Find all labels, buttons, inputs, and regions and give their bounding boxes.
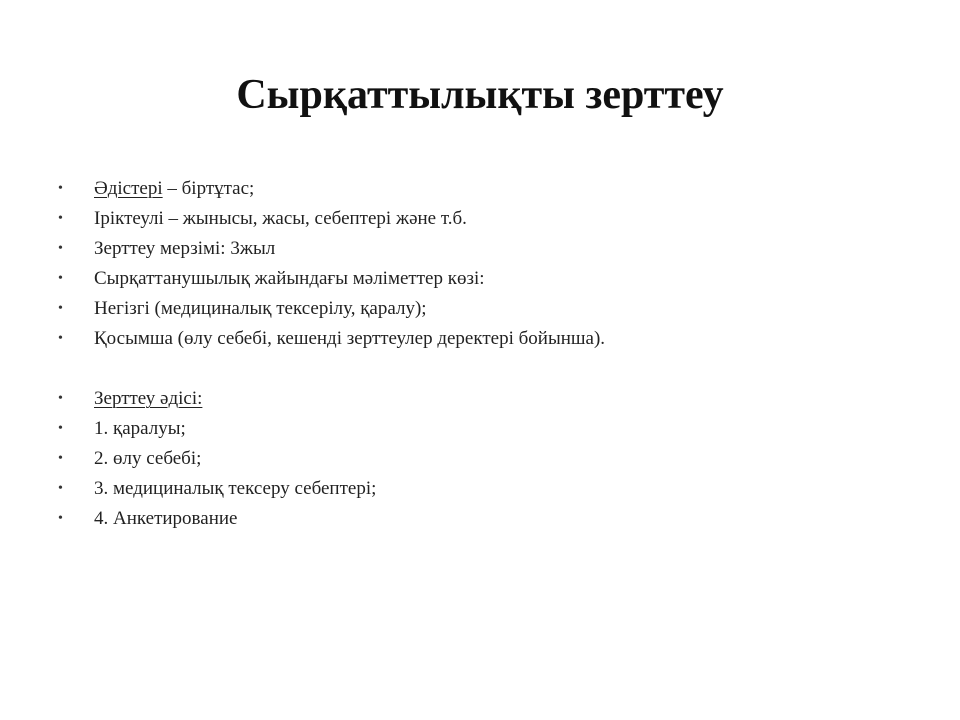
bullet-icon: • xyxy=(58,421,63,436)
slide-title: Сырқаттылықты зерттеу xyxy=(236,72,724,118)
bullet-icon: • xyxy=(58,511,63,526)
list-item xyxy=(58,324,918,354)
bullet-icon: • xyxy=(58,181,63,196)
list-item xyxy=(58,504,918,534)
list-item-text: Негізгі (медициналық тексерілу, қаралу); xyxy=(94,298,427,319)
list-item xyxy=(58,234,918,264)
list-item-text: 4. Анкетирование xyxy=(94,508,238,529)
bullet-list xyxy=(58,174,918,534)
list-item-text: 2. өлу себебі; xyxy=(94,448,202,469)
list-item-underlined-text: Әдістері xyxy=(94,178,163,199)
bullet-icon: • xyxy=(58,481,63,496)
list-item-text: 1. қаралуы; xyxy=(94,418,186,439)
list-item xyxy=(58,294,918,324)
list-item-text: – біртұтас; xyxy=(162,178,255,199)
list-item-text: Қосымша (өлу себебі, кешенді зерттеулер деректері бойынша). xyxy=(94,328,606,349)
bullet-icon: • xyxy=(58,211,63,226)
bullet-icon: • xyxy=(58,391,63,406)
bullet-icon: • xyxy=(58,331,63,346)
list-item-text: Іріктеулі – жынысы, жасы, себептері және т.б. xyxy=(94,208,467,229)
bullet-icon: • xyxy=(58,451,63,466)
list-item-underlined-text: Зерттеу әдісі: xyxy=(94,388,203,409)
list-item xyxy=(58,444,918,474)
list-item-text: 3. медициналық тексеру себептері; xyxy=(94,478,377,499)
list-item xyxy=(58,414,918,444)
list-item xyxy=(58,264,918,294)
list-item xyxy=(58,474,918,504)
list-item xyxy=(58,204,918,234)
bullet-icon: • xyxy=(58,271,63,286)
list-item xyxy=(58,174,918,204)
bullet-icon: • xyxy=(58,241,63,256)
bullet-icon: • xyxy=(58,301,63,316)
list-item xyxy=(58,384,918,414)
list-item-text: Сырқаттанушылық жайындағы мәліметтер көзі: xyxy=(94,268,485,289)
list-item-text: Зерттеу мерзімі: 3жыл xyxy=(94,238,276,259)
